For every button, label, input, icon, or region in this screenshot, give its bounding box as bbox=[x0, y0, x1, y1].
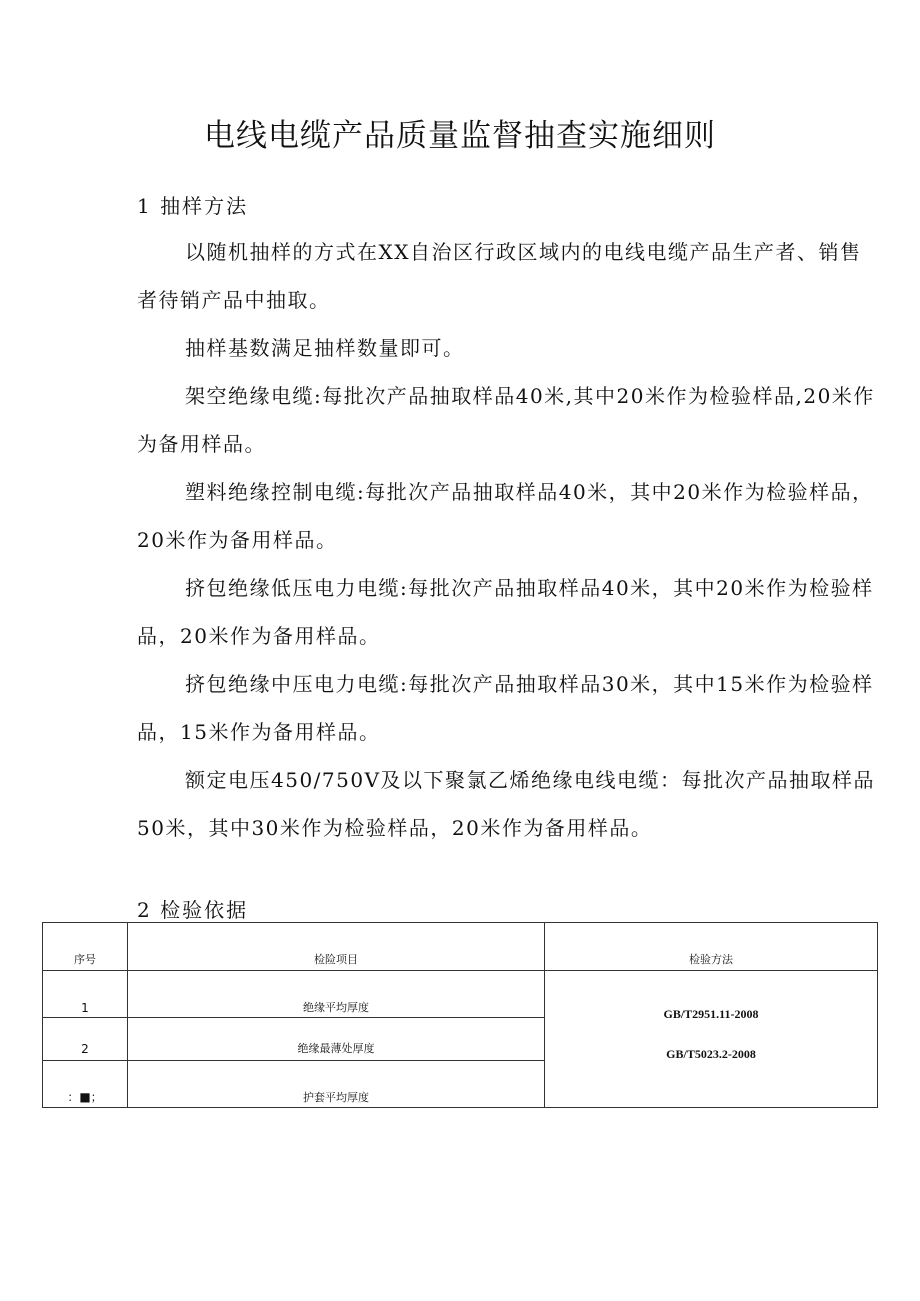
paragraph-low-voltage-cable: 挤包绝缘低压电力电缆:每批次产品抽取样品40米，其中20米作为检验样品，20米作为备用样品。 bbox=[137, 576, 874, 648]
section-heading-basis: 2 检验依据 bbox=[137, 898, 249, 922]
paragraph-overhead-cable: 架空绝缘电缆:每批次产品抽取样品40米,其中20米作为检验样品,20米作为备用样品。 bbox=[137, 384, 875, 456]
row-item: 绝缘平均厚度 bbox=[128, 971, 545, 1018]
header-no: 序号 bbox=[43, 923, 128, 971]
document-title: 电线电缆产品质量监督抽查实施细则 bbox=[204, 118, 716, 154]
paragraph-control-cable: 塑料绝缘控制电缆:每批次产品抽取样品40米，其中20米作为检验样品，20米作为备用样品。 bbox=[137, 480, 874, 552]
row-no: 2 bbox=[43, 1018, 128, 1061]
header-method: 检验方法 bbox=[545, 923, 878, 971]
paragraph-sampling-scope: 以随机抽样的方式在XX自治区行政区域内的电线电缆产品生产者、销售者待销产品中抽取。 bbox=[137, 240, 862, 312]
row-item: 护套平均厚度 bbox=[128, 1061, 545, 1108]
section-heading-sampling: 1 抽样方法 bbox=[137, 194, 249, 218]
paragraph-medium-voltage-cable: 挤包绝缘中压电力电缆:每批次产品抽取样品30米，其中15米作为检验样品，15米作为备用样品。 bbox=[137, 672, 874, 744]
paragraph-pvc-wire: 额定电压450/750V及以下聚氯乙烯绝缘电线电缆：每批次产品抽取样品50米，其中30米作为检验样品，20米作为备用样品。 bbox=[137, 768, 876, 840]
method-standard: GB/T2951.11-2008 bbox=[663, 1006, 759, 1021]
table-header-row bbox=[43, 923, 878, 971]
inspection-table bbox=[42, 922, 878, 1108]
row-no: ：■； bbox=[43, 1061, 128, 1108]
row-item: 绝缘最薄处厚度 bbox=[128, 1018, 545, 1061]
row-no: 1 bbox=[43, 971, 128, 1018]
table-row bbox=[43, 971, 878, 1018]
header-item: 检险项目 bbox=[128, 923, 545, 971]
method-cell bbox=[545, 971, 878, 1108]
method-standard: GB/T5023.2-2008 bbox=[666, 1046, 756, 1061]
paragraph-sampling-base: 抽样基数满足抽样数量即可。 bbox=[185, 336, 465, 360]
